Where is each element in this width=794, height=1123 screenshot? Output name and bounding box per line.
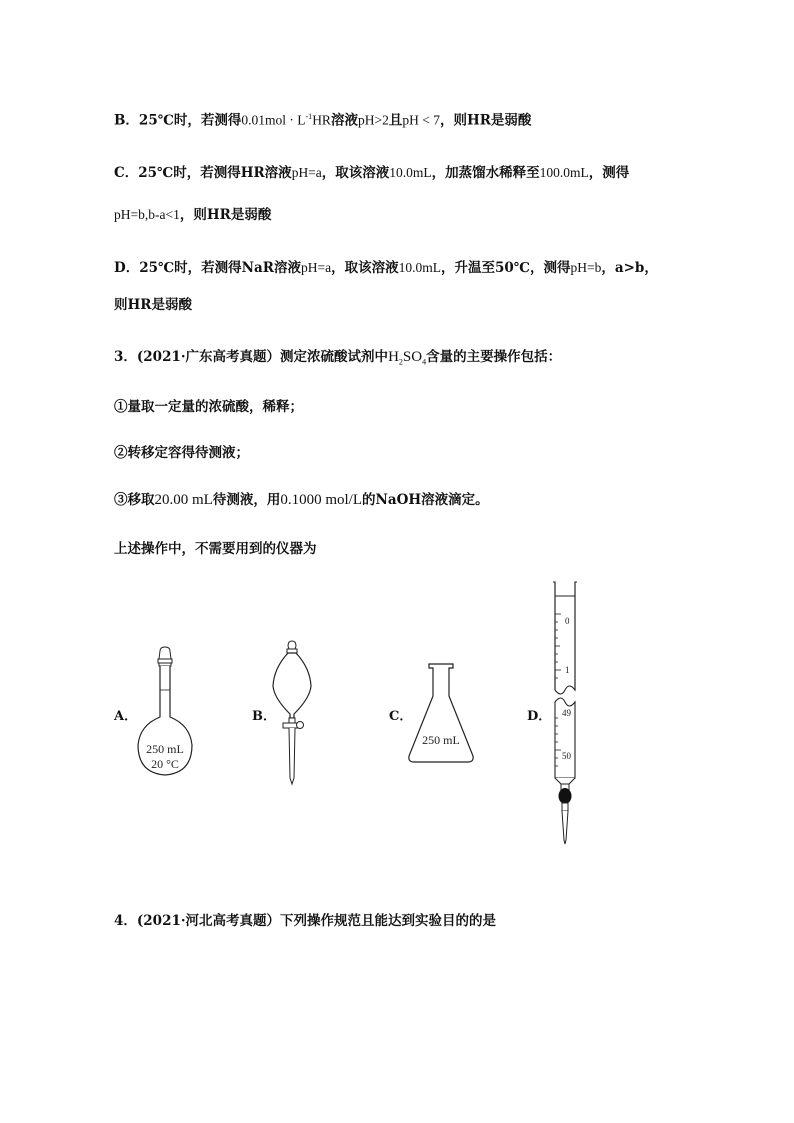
q3-step2-text: ②转移定容得待测液； — [114, 445, 249, 461]
option-c-label: C． — [114, 165, 139, 181]
option-d-text: 25℃时，若测得NaR溶液 — [139, 260, 301, 276]
q3-option-a-label: A． — [114, 709, 138, 724]
option-c-text-3: ，加蒸馏水稀释至 — [431, 165, 540, 181]
option-b-math-conc: 0.01mol · L — [241, 112, 306, 128]
option-c-math-ph: pH=a — [291, 165, 322, 180]
flask-volume-label: 250 mL — [146, 742, 184, 756]
q3-step3 — [114, 491, 489, 509]
flask-temp-label: 20 °C — [151, 757, 179, 771]
option-c-math-vol2: 100.0mL — [539, 165, 589, 180]
burette-mark-0: 0 — [565, 616, 570, 626]
option-c-text-5: ，则HR是弱酸 — [179, 207, 272, 223]
option-c-text-2: ，取该溶液 — [321, 165, 390, 181]
q3-step1 — [114, 398, 303, 416]
burette-figure — [545, 578, 590, 846]
option-b-math-ph2: pH < 7 — [402, 112, 440, 128]
q3-step3-mid: 待测液，用 — [212, 492, 281, 508]
q3-option-b-label: B． — [252, 709, 276, 724]
option-b-math-hr: HR — [312, 112, 331, 128]
separatory-funnel-figure — [268, 638, 316, 788]
q4-stem — [114, 912, 496, 930]
erlenmeyer-flask-figure — [405, 660, 477, 766]
option-c-math-phb: pH=b,b-a<1 — [114, 207, 180, 222]
option-d-math-vol: 10.0mL — [398, 260, 441, 275]
q3-formula-4: 4 — [422, 357, 427, 367]
q2-option-c — [114, 164, 629, 182]
q3-option-d-label: D． — [527, 709, 552, 724]
option-b-label: B． — [114, 112, 139, 129]
option-b-text-3: 且 — [388, 112, 403, 129]
option-d-math-ph: pH=a — [301, 260, 332, 275]
option-b-text-2: 溶液 — [330, 112, 358, 129]
option-b-text: 25℃时，若测得 — [138, 112, 242, 129]
q3-step2 — [114, 444, 249, 462]
option-c-math-vol1: 10.0mL — [389, 165, 432, 180]
q3-step1-text: ①量取一定量的浓硫酸，稀释； — [114, 399, 303, 415]
q2-option-c-line2 — [114, 206, 271, 224]
q3-stem-suffix: 含量的主要操作包括： — [426, 349, 562, 365]
q3-option-c-label: C． — [389, 709, 413, 724]
option-b-math-sup: -1 — [305, 112, 313, 121]
burette-mark-49: 49 — [562, 708, 571, 718]
burette-mark-50: 50 — [562, 751, 571, 761]
volumetric-flask-figure — [130, 645, 200, 780]
q3-formula-2: 2 — [398, 357, 403, 367]
q3-stem — [114, 348, 561, 372]
q3-prompt-text: 上述操作中，不需要用到的仪器为 — [114, 541, 317, 557]
option-c-text: 25℃时，若测得HR溶液 — [138, 165, 292, 181]
option-c-text-4: ，测得 — [588, 165, 630, 181]
option-d-text-4: ，a>b， — [601, 260, 658, 276]
q3-prompt — [114, 540, 317, 558]
q2-option-b — [114, 108, 531, 130]
option-d-label: D． — [114, 260, 140, 276]
option-d-text-3: ，升温至50℃，测得 — [440, 260, 571, 276]
erlenmeyer-volume-label: 250 mL — [422, 733, 460, 747]
q3-step3-suffix: 的NaOH溶液滴定。 — [362, 492, 489, 508]
option-b-math-ph1: pH>2 — [357, 112, 389, 128]
q3-stem-prefix: 3．(2021·广东高考真题）测定浓硫酸试剂中 — [114, 349, 389, 365]
option-b-text-4: ，则HR是弱酸 — [439, 112, 532, 129]
option-d-text-5: 则HR是弱酸 — [114, 297, 192, 313]
option-d-math-phb: pH=b — [570, 260, 602, 275]
q2-option-d-line2 — [114, 296, 192, 314]
q3-step3-prefix: ③移取 — [114, 492, 155, 508]
q3-step3-volume: 20.00 mL — [154, 492, 213, 508]
option-d-text-2: ，取该溶液 — [331, 260, 399, 276]
q4-stem-text: 4．(2021·河北高考真题）下列操作规范且能达到实验目的的是 — [114, 913, 497, 929]
q3-formula-so: SO — [402, 349, 423, 365]
q3-formula-h: H — [388, 349, 399, 365]
burette-mark-1: 1 — [565, 665, 570, 675]
q2-option-d — [114, 259, 658, 277]
q3-step3-conc: 0.1000 mol/L — [280, 492, 363, 508]
